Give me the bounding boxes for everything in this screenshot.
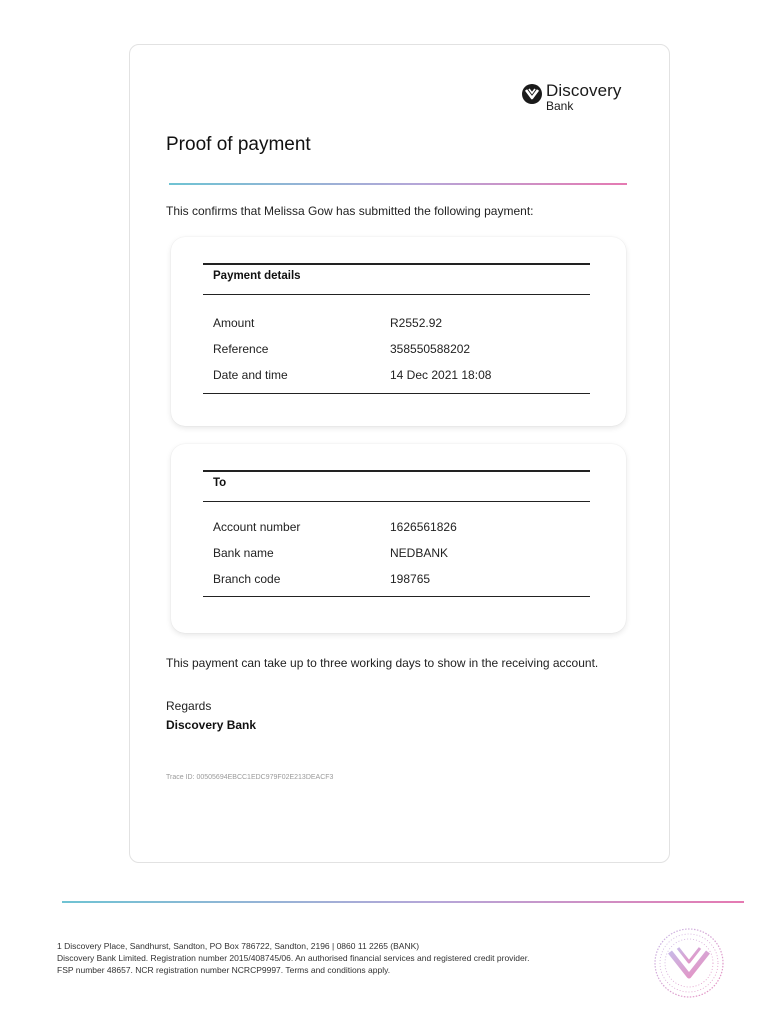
signoff-text: Discovery Bank — [166, 718, 257, 732]
date-time-label: Date and time — [213, 368, 288, 382]
discovery-seal-icon — [650, 926, 728, 1000]
bank-name-value: NEDBANK — [390, 546, 449, 560]
regards-text: Regards — [166, 699, 212, 713]
footer-line-registration: Discovery Bank Limited. Registration number 2015/408745/06. An authorised financial services and registered credit provider. — [57, 953, 530, 963]
logo-brand-name: Discovery — [546, 81, 622, 100]
recipient-heading: To — [213, 477, 227, 489]
branch-code-label: Branch code — [213, 572, 281, 586]
logo-sub-name: Bank — [546, 99, 574, 113]
header-divider — [169, 183, 627, 185]
amount-value: R2552.92 — [390, 316, 443, 330]
intro-text: This confirms that Melissa Gow has submitted the following payment: — [166, 204, 534, 218]
trace-id: Trace ID: 00505694EBCC1EDC979F02E213DEACF3 — [166, 774, 334, 781]
footer-line-address: 1 Discovery Place, Sandhurst, Sandton, PO Box 786722, Sandton, 2196 | 0860 11 2265 (BANK) — [57, 941, 420, 951]
footer-text — [57, 940, 530, 976]
panel-header-rule — [203, 294, 590, 295]
reference-value: 358550588202 — [390, 342, 471, 356]
reference-label: Reference — [213, 342, 269, 356]
processing-note: This payment can take up to three working days to show in the receiving account. — [166, 656, 599, 670]
panel-header-rule — [203, 501, 590, 502]
footer-line-fsp: FSP number 48657. NCR registration number NCRCP9997. Terms and conditions apply. — [57, 965, 391, 975]
bank-name-label: Bank name — [213, 546, 274, 560]
recipient-panel — [171, 444, 626, 633]
payment-details-panel — [171, 237, 626, 426]
panel-bottom-rule — [203, 393, 590, 394]
discovery-bank-logo — [521, 81, 631, 113]
footer-divider — [62, 901, 744, 903]
account-number-value: 1626561826 — [390, 520, 457, 534]
amount-label: Amount — [213, 316, 255, 330]
panel-top-rule — [203, 470, 590, 472]
panel-top-rule — [203, 263, 590, 265]
discovery-logo-icon — [521, 83, 543, 105]
date-time-value: 14 Dec 2021 18:08 — [390, 368, 492, 382]
branch-code-value: 198765 — [390, 572, 431, 586]
account-number-label: Account number — [213, 520, 301, 534]
payment-details-heading: Payment details — [213, 270, 301, 282]
page-title: Proof of payment — [166, 134, 311, 155]
panel-bottom-rule — [203, 596, 590, 597]
